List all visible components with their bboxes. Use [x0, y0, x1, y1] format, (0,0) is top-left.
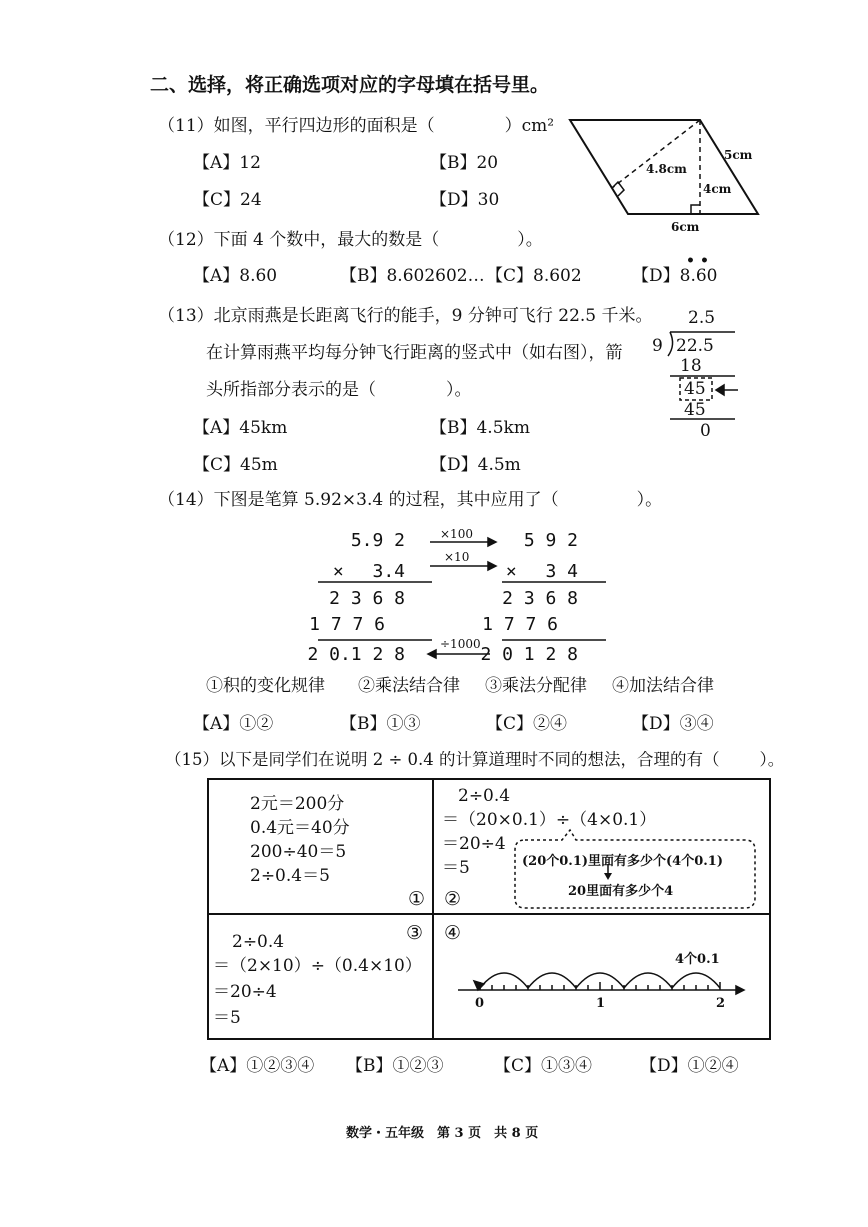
q15-option-a[interactable]: 【A】①②③④ [200, 1056, 315, 1076]
arrow-x10-head [488, 562, 496, 570]
cell3-line4: ＝5 [213, 1008, 241, 1028]
q15-option-c[interactable]: 【C】①③④ [494, 1056, 593, 1076]
q15-option-d[interactable]: 【D】①②④ [640, 1056, 739, 1076]
arrow-label-x10: ×10 [444, 550, 470, 564]
q14-option-b[interactable]: 【B】①③ [340, 714, 421, 734]
q13-line3-end: ）。 [446, 380, 472, 400]
cell4-mark: ④ [444, 922, 462, 944]
q15-stem [165, 752, 784, 769]
cell1-line2: 0.4元＝40分 [250, 818, 350, 838]
division-step1: 18 [680, 356, 702, 376]
q12-option-a[interactable]: 【A】8.60 [193, 266, 278, 286]
arrow-x100-head [488, 538, 496, 546]
mult-left-row4: 1 7 7 6 [309, 614, 385, 635]
arrow-label-div1000: ÷1000 [440, 637, 481, 651]
q13-option-c[interactable]: 【C】45m [193, 455, 278, 475]
q11-stem-prefix: （11）如图，平行四边形的面积是（ [158, 116, 435, 136]
q13-line3-text: 头所指部分表示的是（ [206, 380, 376, 400]
q11-stem [158, 118, 554, 135]
q14-choice-1: ①积的变化规律 [206, 676, 325, 696]
right-angle-mark-1 [691, 205, 700, 214]
mult-left-row3: 2 3 6 8 [329, 588, 405, 609]
q13-line2: 在计算雨燕平均每分钟飞行距离的竖式中（如右图），箭 [206, 343, 623, 363]
division-dividend: 22.5 [676, 336, 714, 356]
height-48cm-line [612, 120, 700, 188]
q14-choice-3: ③乘法分配律 [485, 676, 587, 696]
repeating-dots: •• [686, 253, 714, 269]
mult-right-row1: 5 9 2 [523, 530, 578, 551]
q14-option-d[interactable]: 【D】③④ [632, 714, 714, 734]
right-angle-mark-2 [612, 182, 624, 196]
mult-right-row4: 1 7 7 6 [482, 614, 558, 635]
q12-option-c[interactable]: 【C】8.602 [486, 266, 582, 286]
cell3-mark: ③ [406, 922, 424, 944]
q14-choice-2: ②乘法结合律 [358, 676, 460, 696]
arrow-label-x100: ×100 [440, 527, 473, 541]
q11-option-a[interactable]: 【A】12 [193, 153, 261, 173]
tick-label-1: 1 [596, 996, 606, 1011]
q14-stem-end: ）。 [636, 490, 663, 510]
q13-line3 [206, 382, 472, 399]
bubble-text-1: (20个0.1)里面有多少个(4个0.1) [522, 854, 723, 869]
division-step3: 45 [684, 400, 706, 420]
bubble-text-2: 20里面有多少个4 [568, 884, 674, 899]
number-line-top-label: 4个0.1 [675, 952, 720, 967]
division-remainder: 0 [700, 421, 711, 441]
cell3-line3: ＝20÷4 [213, 982, 277, 1002]
cell1-line1: 2元＝200分 [250, 794, 345, 814]
label-5cm: 5cm [724, 148, 753, 162]
mult-right-row5: 2 0 1 2 8 [480, 644, 578, 665]
q15-stem-text: （15）以下是同学们在说明 2 ÷ 0.4 的计算道理时不同的想法，合理的有（ [165, 750, 720, 769]
q11-option-b[interactable]: 【B】20 [430, 153, 499, 173]
q11-option-c[interactable]: 【C】24 [193, 190, 262, 210]
mult-left-row5: 2 0.1 2 8 [307, 644, 405, 665]
cell1-line3: 200÷40＝5 [250, 842, 347, 862]
division-divisor: 9 [652, 336, 663, 356]
cell2-line1: 2÷0.4 [458, 786, 511, 806]
q12-option-d[interactable]: 【D】8.60 [632, 266, 718, 286]
mult-right-row3: 2 3 6 8 [502, 588, 578, 609]
q14-stem [158, 492, 662, 509]
q12-stem-text: （12）下面 4 个数中，最大的数是（ [158, 230, 440, 250]
q14-stem-text: （14）下图是笔算 5.92×3.4 的过程，其中应用了（ [158, 490, 559, 510]
q11-option-d[interactable]: 【D】30 [430, 190, 500, 210]
cell2-line3: ＝20÷4 [442, 834, 506, 854]
q11-stem-suffix: ）cm² [504, 116, 555, 136]
table-vertical-divider [432, 778, 434, 1038]
division-step2: 45 [684, 379, 706, 399]
arrow-div1000-head [428, 650, 436, 658]
mult-left-row1: 5.9 2 [350, 530, 405, 551]
q12-stem [158, 232, 543, 249]
q15-stem-end: ）。 [759, 750, 785, 769]
cell2-line4: ＝5 [442, 858, 470, 878]
table-horizontal-divider [207, 913, 769, 915]
cell2-mark: ② [444, 888, 462, 910]
label-4cm: 4cm [703, 182, 732, 196]
q14-option-a[interactable]: 【A】①② [193, 714, 274, 734]
q14-choice-4: ④加法结合律 [612, 676, 714, 696]
long-division [652, 300, 742, 440]
mult-right-row2: × 3 4 [505, 561, 578, 582]
q14-option-c[interactable]: 【C】②④ [486, 714, 568, 734]
cell1-mark: ① [408, 888, 426, 910]
q15-option-b[interactable]: 【B】①②③ [346, 1056, 444, 1076]
label-48cm: 4.8cm [646, 162, 687, 176]
label-6cm: 6cm [671, 220, 700, 234]
mult-left-row2: × 3.4 [332, 561, 405, 582]
cell3-line1: 2÷0.4 [232, 932, 285, 952]
q13-option-d[interactable]: 【D】4.5m [430, 455, 521, 475]
q13-option-a[interactable]: 【A】45km [193, 418, 288, 438]
cell2-line2: ＝（20×0.1）÷（4×0.1） [442, 810, 657, 830]
tick-label-0: 0 [475, 996, 485, 1011]
cell1-line4: 2÷0.4＝5 [250, 866, 330, 886]
q13-option-b[interactable]: 【B】4.5km [430, 418, 530, 438]
q12-stem-end: ）。 [517, 230, 543, 250]
division-quotient: 2.5 [688, 308, 716, 328]
tick-label-2: 2 [716, 996, 726, 1011]
section-title: 二、选择，将正确选项对应的字母填在括号里。 [150, 74, 550, 96]
q13-line1: （13）北京雨燕是长距离飞行的能手，9 分钟可飞行 22.5 千米。 [158, 306, 653, 326]
page-footer: 数学・五年级 第 3 页 共 8 页 [346, 1126, 539, 1141]
q12-option-b[interactable]: 【B】8.602602… [340, 266, 485, 286]
cell3-line2: ＝（2×10）÷（0.4×10） [213, 956, 422, 976]
